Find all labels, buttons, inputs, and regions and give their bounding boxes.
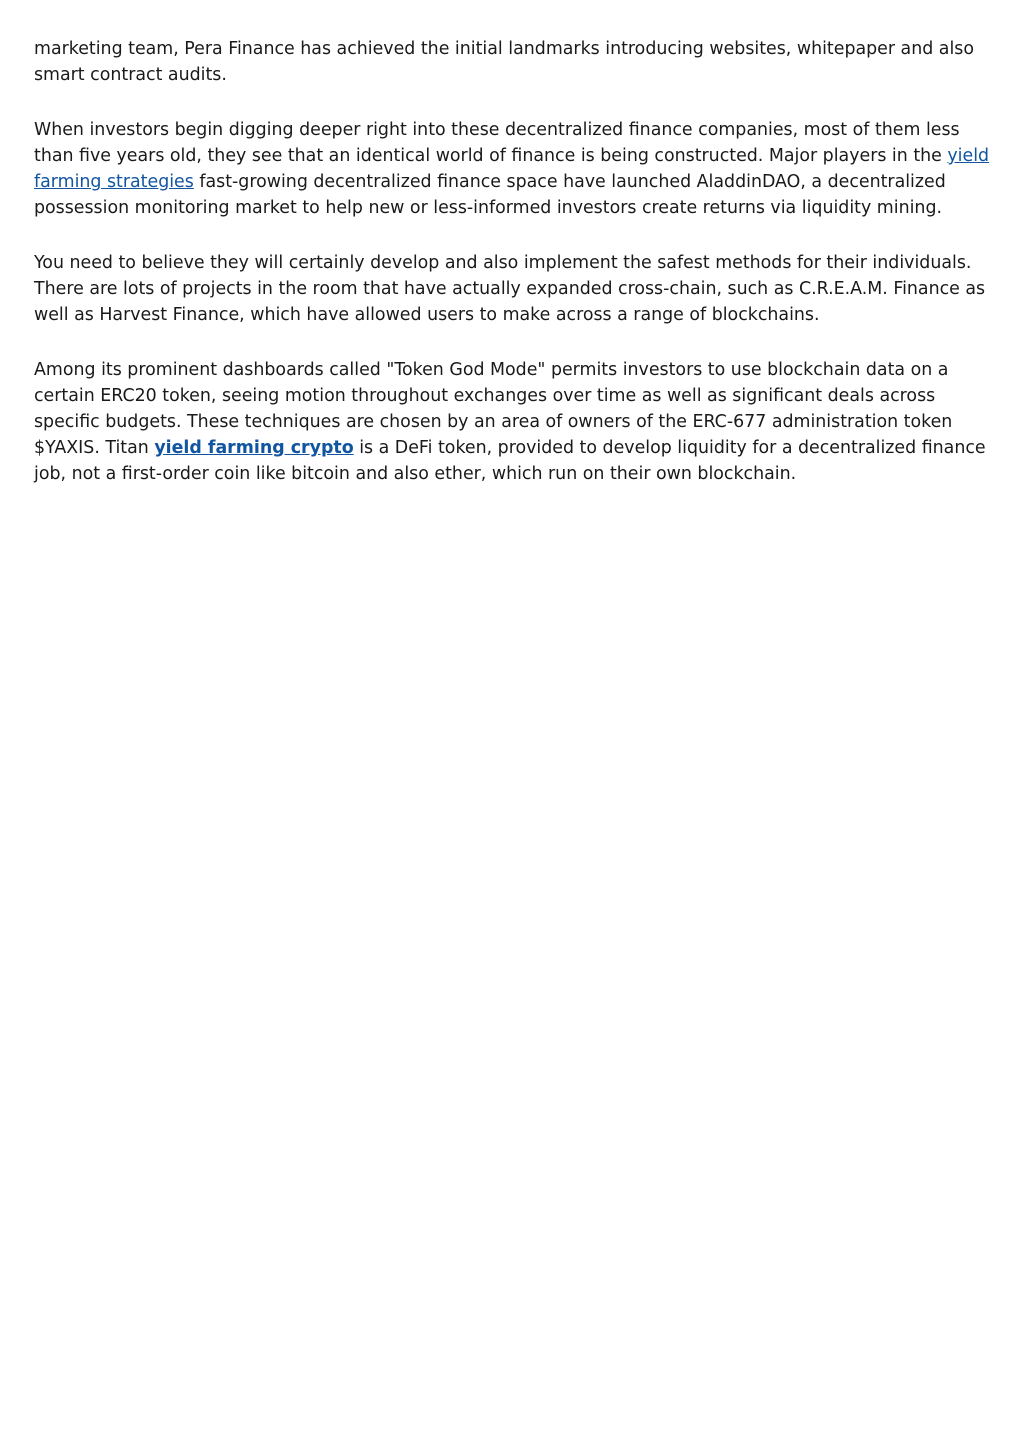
paragraph-pera-finance bbox=[34, 36, 994, 88]
yield-farming-strategies-link[interactable]: yield farming strategies bbox=[34, 146, 990, 192]
paragraph-text: You need to believe they will certainly develop and also implement the safest methods for their individuals. There are lots of projects in the room that have actually expanded cross-chain, such as C.R.E.A.M. Finance as well as Harvest Finance, which have allowed users to make across a range of blockchains. bbox=[34, 253, 986, 325]
paragraph-investors bbox=[34, 117, 994, 221]
paragraph-text-after: fast-growing decentralized finance space have launched AladdinDAO, a decentralized possession monitoring market to help new or less-informed investors create returns via liquidity mining. bbox=[34, 172, 946, 218]
paragraph-text-after: is a DeFi token, provided to develop liquidity for a decentralized finance job, not a first-order coin like bitcoin and also ether, which run on their own blockchain. bbox=[34, 438, 986, 484]
paragraph-text: marketing team, Pera Finance has achieved the initial landmarks introducing websites, whitepaper and also smart contract audits. bbox=[34, 39, 974, 85]
document-body bbox=[34, 36, 994, 516]
paragraph-safest-methods bbox=[34, 250, 994, 328]
paragraph-text-before: Among its prominent dashboards called "Token God Mode" permits investors to use blockchain data on a certain ERC20 token, seeing motion throughout exchanges over time as well as significant deals across specific budgets. These techniques are chosen by an area of owners of the ERC-677 administration token $YAXIS. Titan bbox=[34, 360, 953, 458]
yield-farming-crypto-link[interactable]: yield farming crypto bbox=[154, 438, 354, 458]
paragraph-token-god-mode bbox=[34, 357, 994, 487]
paragraph-text-before: When investors begin digging deeper right into these decentralized finance companies, most of them less than five years old, they see that an identical world of finance is being constructed. Major players in the bbox=[34, 120, 960, 166]
